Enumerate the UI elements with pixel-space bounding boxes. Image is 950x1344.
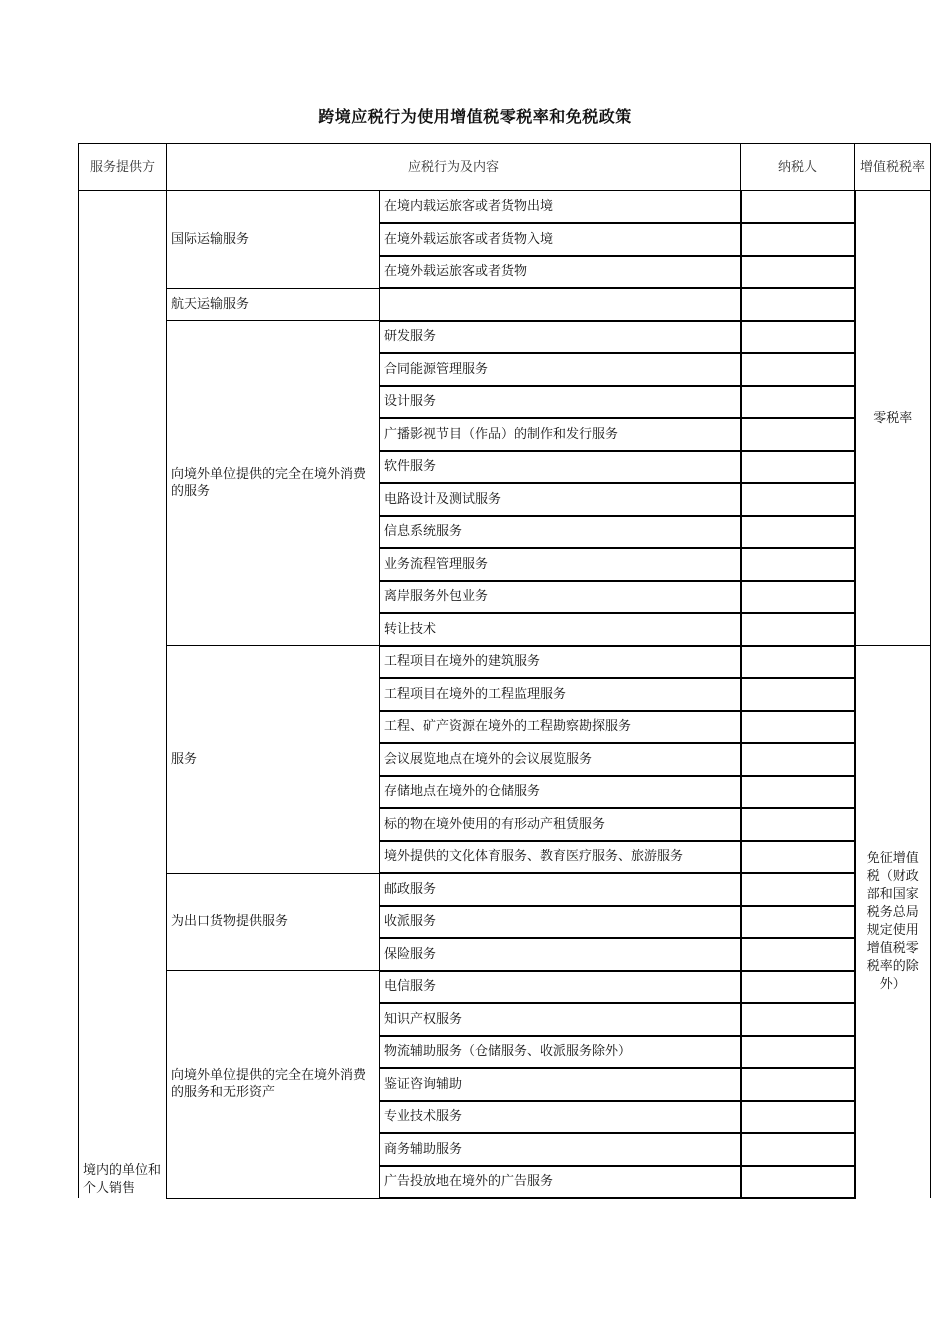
content-cell: 会议展览地点在境外的会议展览服务 bbox=[380, 743, 741, 776]
content-cell: 收派服务 bbox=[380, 906, 741, 939]
content-cell: 在境外载运旅客或者货物入境 bbox=[380, 223, 741, 256]
content-cell: 境外提供的文化体育服务、教育医疗服务、旅游服务 bbox=[380, 841, 741, 874]
category-cell: 向境外单位提供的完全在境外消费的服务和无形资产 bbox=[167, 971, 380, 1199]
content-cell: 业务流程管理服务 bbox=[380, 548, 741, 581]
table-row bbox=[79, 288, 931, 321]
taxpayer-cell bbox=[741, 841, 855, 874]
content-cell: 标的物在境外使用的有形动产租赁服务 bbox=[380, 808, 741, 841]
content-cell: 专业技术服务 bbox=[380, 1101, 741, 1134]
taxpayer-cell bbox=[741, 808, 855, 841]
content-cell: 物流辅助服务（仓储服务、收派服务除外） bbox=[380, 1036, 741, 1069]
taxpayer-cell bbox=[741, 776, 855, 809]
content-cell: 广播影视节目（作品）的制作和发行服务 bbox=[380, 418, 741, 451]
taxpayer-cell bbox=[741, 646, 855, 679]
table-body bbox=[79, 144, 931, 1199]
content-cell: 商务辅助服务 bbox=[380, 1133, 741, 1166]
content-cell: 广告投放地在境外的广告服务 bbox=[380, 1166, 741, 1199]
taxpayer-cell bbox=[741, 353, 855, 386]
taxpayer-cell bbox=[741, 1036, 855, 1069]
content-cell: 电路设计及测试服务 bbox=[380, 483, 741, 516]
content-cell: 离岸服务外包业务 bbox=[380, 581, 741, 614]
provider-text: 境内的单位和个人销售 bbox=[83, 1163, 162, 1196]
taxpayer-cell bbox=[741, 516, 855, 549]
header-row bbox=[79, 144, 931, 191]
content-cell: 电信服务 bbox=[380, 971, 741, 1004]
taxpayer-cell bbox=[741, 451, 855, 484]
taxpayer-cell bbox=[741, 418, 855, 451]
content-cell: 软件服务 bbox=[380, 451, 741, 484]
content-cell: 保险服务 bbox=[380, 938, 741, 971]
taxpayer-cell bbox=[741, 678, 855, 711]
content-cell: 在境外载运旅客或者货物 bbox=[380, 256, 741, 289]
taxpayer-cell bbox=[741, 321, 855, 354]
taxpayer-cell bbox=[741, 711, 855, 744]
content-cell: 知识产权服务 bbox=[380, 1003, 741, 1036]
table-row bbox=[79, 191, 931, 224]
rate-zero-cell: 零税率 bbox=[855, 191, 931, 646]
category-cell: 向境外单位提供的完全在境外消费的服务 bbox=[167, 321, 380, 646]
provider-cell bbox=[79, 191, 167, 1199]
header-taxpayer: 纳税人 bbox=[741, 144, 855, 191]
document-title: 跨境应税行为使用增值税零税率和免税政策 bbox=[318, 107, 632, 126]
policy-table bbox=[78, 143, 931, 1199]
taxpayer-cell bbox=[741, 906, 855, 939]
content-cell: 存储地点在境外的仓储服务 bbox=[380, 776, 741, 809]
category-cell: 国际运输服务 bbox=[167, 191, 380, 289]
content-cell: 工程项目在境外的建筑服务 bbox=[380, 646, 741, 679]
taxpayer-cell bbox=[741, 1068, 855, 1101]
taxpayer-cell bbox=[741, 223, 855, 256]
content-cell: 在境内载运旅客或者货物出境 bbox=[380, 191, 741, 224]
taxpayer-cell bbox=[741, 873, 855, 906]
content-cell: 工程项目在境外的工程监理服务 bbox=[380, 678, 741, 711]
content-cell: 设计服务 bbox=[380, 386, 741, 419]
taxpayer-cell bbox=[741, 1003, 855, 1036]
rate-exempt-cell: 免征增值税（财政部和国家税务总局规定使用增值税零税率的除外） bbox=[855, 646, 931, 1199]
taxpayer-cell bbox=[741, 483, 855, 516]
taxpayer-cell bbox=[741, 581, 855, 614]
content-cell: 鉴证咨询辅助 bbox=[380, 1068, 741, 1101]
table-row bbox=[79, 321, 931, 354]
taxpayer-cell bbox=[741, 1166, 855, 1199]
content-cell: 合同能源管理服务 bbox=[380, 353, 741, 386]
taxpayer-cell bbox=[741, 1101, 855, 1134]
content-cell: 邮政服务 bbox=[380, 873, 741, 906]
category-cell: 为出口货物提供服务 bbox=[167, 873, 380, 971]
taxpayer-cell bbox=[741, 1133, 855, 1166]
taxpayer-cell bbox=[741, 548, 855, 581]
taxpayer-cell bbox=[741, 386, 855, 419]
taxpayer-cell bbox=[741, 743, 855, 776]
taxpayer-cell bbox=[741, 256, 855, 289]
content-cell: 研发服务 bbox=[380, 321, 741, 354]
content-cell: 信息系统服务 bbox=[380, 516, 741, 549]
content-cell: 工程、矿产资源在境外的工程勘察勘探服务 bbox=[380, 711, 741, 744]
table-row bbox=[79, 646, 931, 679]
taxpayer-cell bbox=[741, 191, 855, 224]
category-cell: 航天运输服务 bbox=[167, 288, 380, 321]
taxpayer-cell bbox=[741, 938, 855, 971]
header-content: 应税行为及内容 bbox=[167, 144, 741, 191]
header-rate: 增值税税率 bbox=[855, 144, 931, 191]
taxpayer-cell bbox=[741, 288, 855, 321]
taxpayer-cell bbox=[741, 613, 855, 646]
category-cell: 服务 bbox=[167, 646, 380, 874]
header-provider: 服务提供方 bbox=[79, 144, 167, 191]
content-cell: 转让技术 bbox=[380, 613, 741, 646]
policy-table-wrapper bbox=[78, 143, 931, 1199]
table-row bbox=[79, 971, 931, 1004]
taxpayer-cell bbox=[741, 971, 855, 1004]
table-row bbox=[79, 873, 931, 906]
content-cell bbox=[380, 288, 741, 321]
